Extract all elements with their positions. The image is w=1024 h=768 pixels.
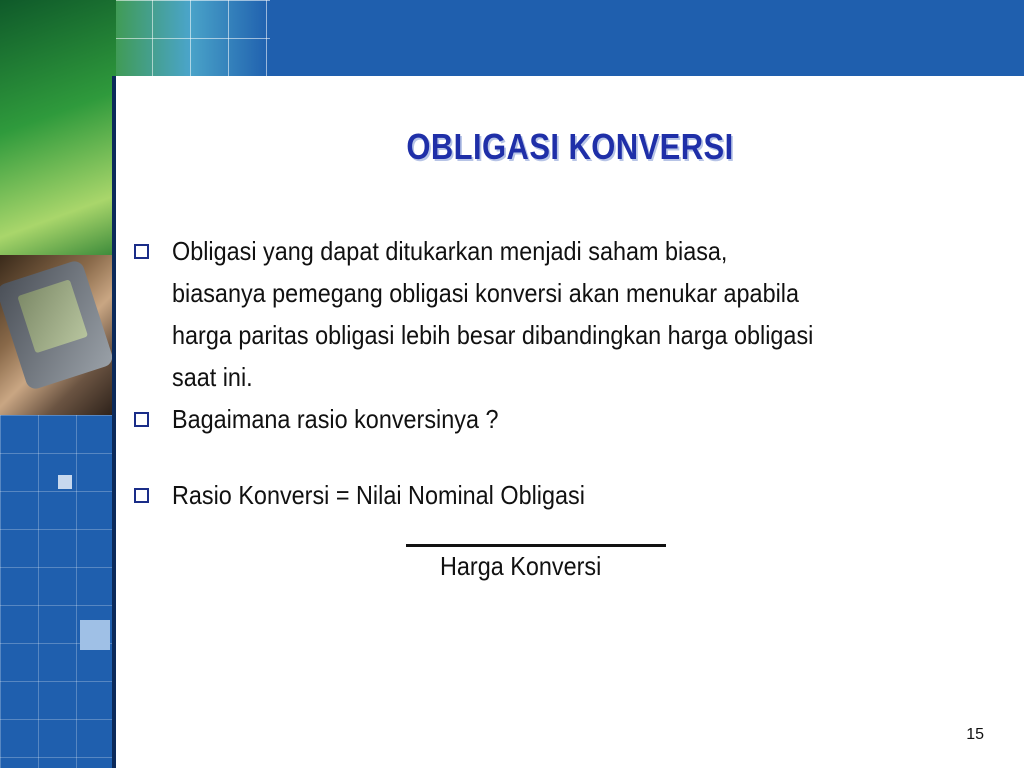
- bullet-text: Rasio Konversi = Nilai Nominal Obligasi: [172, 480, 585, 510]
- slide-title: OBLIGASI KONVERSI: [406, 126, 734, 167]
- bullet-text: Obligasi yang dapat ditukarkan menjadi saham biasa, biasanya pemegang obligasi konversi akan menukar apabila harga paritas obligasi lebih besar dibandingkan harga obligasi saat ini.: [172, 236, 814, 392]
- bullet-item: [132, 474, 892, 516]
- left-panel-edge: [112, 76, 116, 768]
- spacer: [132, 440, 892, 474]
- hollow-square-icon: [134, 488, 149, 503]
- bullet-item: [132, 230, 892, 398]
- hollow-square-icon: [134, 412, 149, 427]
- decorative-square-small: [58, 475, 72, 489]
- bullet-list: [132, 230, 892, 516]
- fraction-divider-line: [406, 544, 666, 547]
- decorative-square-large: [80, 620, 110, 650]
- left-green-mosaic: [0, 0, 116, 255]
- fraction-denominator: Harga Konversi: [440, 551, 602, 581]
- left-blue-grid-lines: [0, 415, 116, 768]
- hollow-square-icon: [134, 244, 149, 259]
- page-number: 15: [966, 726, 984, 743]
- bullet-text: Bagaimana rasio konversinya ?: [172, 404, 499, 434]
- bullet-item: [132, 398, 892, 440]
- pda-screen: [17, 279, 88, 353]
